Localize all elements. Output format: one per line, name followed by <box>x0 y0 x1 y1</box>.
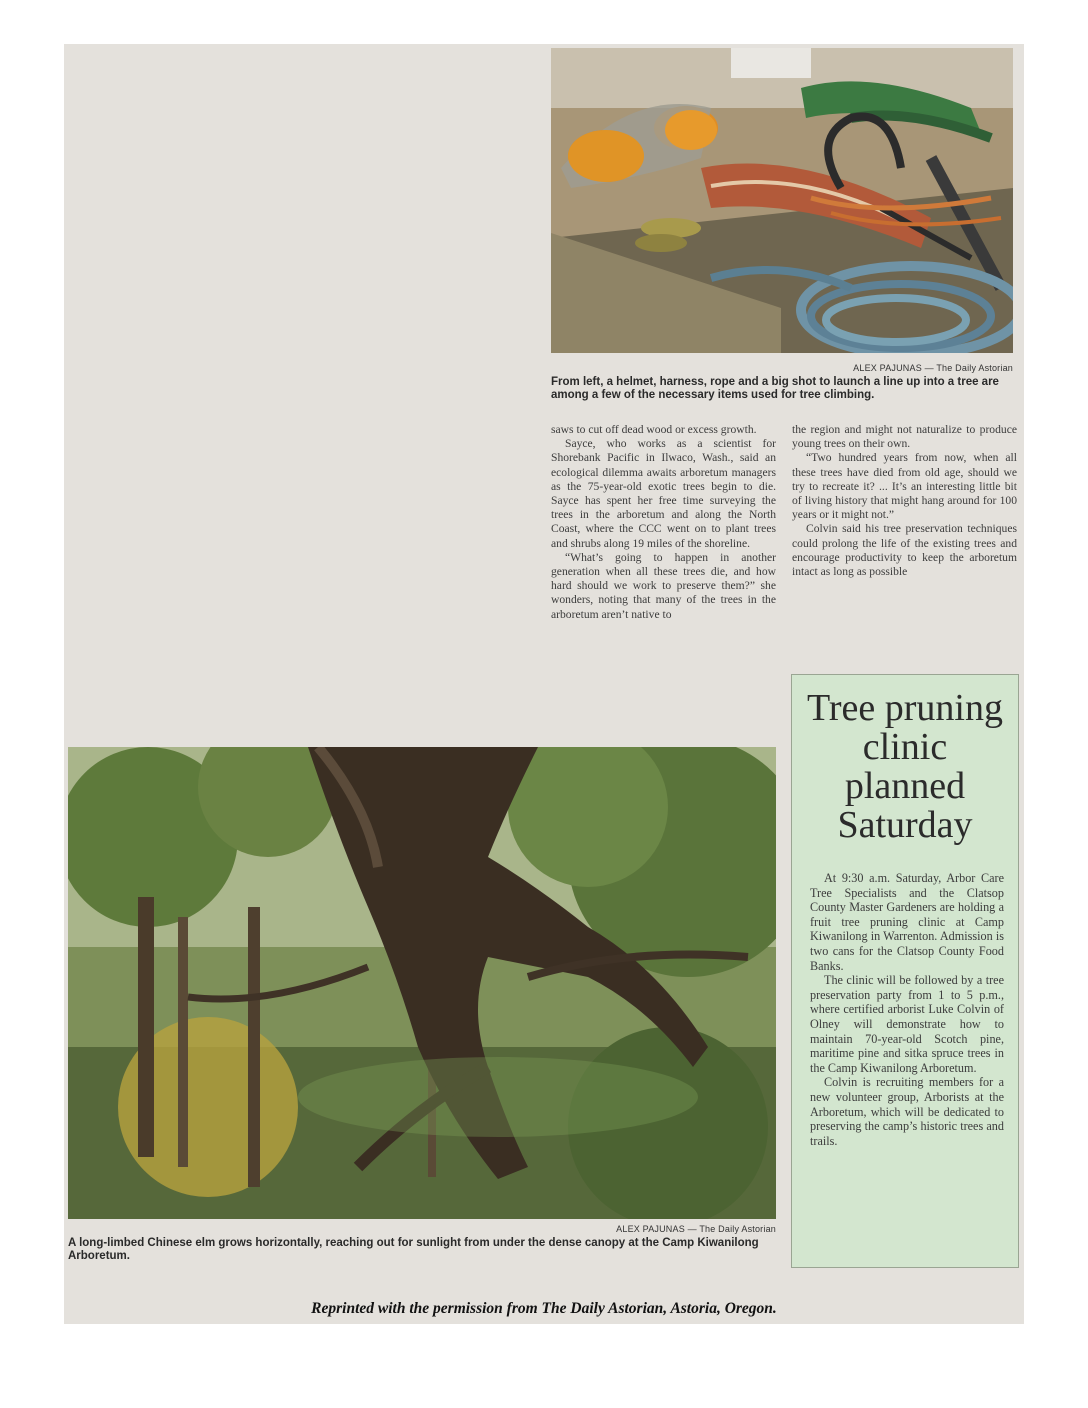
article-paragraph: Sayce, who works as a scientist for Shorebank Pacific in Ilwaco, Wash., said an ecological dilemma awaits arboretum managers as the 75-year-old exotic trees begin to die. Sayce has spent her free time surveying the trees in the arboretum and along the North Coast, where the CCC went on to plant trees and shrubs along 19 miles of the shoreline. <box>551 437 776 550</box>
article-paragraph: the region and might not naturalize to produce young trees on their own. <box>792 423 1017 451</box>
sidebar-paragraph: Colvin is recruiting members for a new volunteer group, Arborists at the Arboretum, which will be dedicated to preserving the camp’s historic trees and trails. <box>810 1075 1004 1148</box>
article-paragraph: “Two hundred years from now, when all these trees have died from old age, should we try to recreate it? ... It’s an interesting little bit of living history that might hang around for 100 years or it might not.” <box>792 451 1017 522</box>
article-column-1 <box>551 423 776 622</box>
bottom-photo-caption: A long-limbed Chinese elm grows horizontally, reaching out for sunlight from under the dense canopy at the Camp Kiwanilong Arboretum. <box>68 1237 759 1262</box>
sidebar-paragraph: The clinic will be followed by a tree preservation party from 1 to 5 p.m., where certified arborist Luke Colvin of Olney will demonstrate how to maintain 70-year-old Scotch pine, maritime pine and sitka spruce trees in the Camp Kiwanilong Arboretum. <box>810 973 1004 1075</box>
pruning-clinic-sidebar <box>791 674 1019 1268</box>
chinese-elm-photo <box>68 747 776 1219</box>
climbing-gear-photo <box>551 48 1013 353</box>
reprint-notice: Reprinted with the permission from The Daily Astorian, Astoria, Oregon. <box>311 1300 777 1317</box>
article-paragraph: saws to cut off dead wood or excess growth. <box>551 423 757 436</box>
article-column-2 <box>792 423 1017 579</box>
newspaper-clipping <box>64 44 1024 1324</box>
sidebar-headline: Tree pruning clinic planned Saturday <box>807 687 1003 846</box>
top-photo-caption: From left, a helmet, harness, rope and a big shot to launch a line up into a tree are among a few of the necessary items used for tree climbing. <box>551 376 999 401</box>
sidebar-body <box>810 871 1004 1148</box>
climbing-gear-illustration <box>551 48 1013 353</box>
article-paragraph: Colvin said his tree preservation techniques could prolong the life of the existing trees and encourage productivity to keep the arboretum intact as long as possible <box>792 522 1017 579</box>
sidebar-paragraph: At 9:30 a.m. Saturday, Arbor Care Tree Specialists and the Clatsop County Master Gardeners are holding a fruit tree pruning clinic at Camp Kiwanilong in Warrenton. Admission is two cans for the Clatsop County Food Banks. <box>810 871 1004 973</box>
bottom-photo-credit: ALEX PAJUNAS — The Daily Astorian <box>616 1224 776 1234</box>
chinese-elm-illustration <box>68 747 776 1219</box>
article-paragraph: “What’s going to happen in another generation when all these trees die, and how hard should we work to preserve them?” she wonders, noting that many of the trees in the arboretum aren’t native to <box>551 550 776 621</box>
top-photo-credit: ALEX PAJUNAS — The Daily Astorian <box>853 363 1013 373</box>
